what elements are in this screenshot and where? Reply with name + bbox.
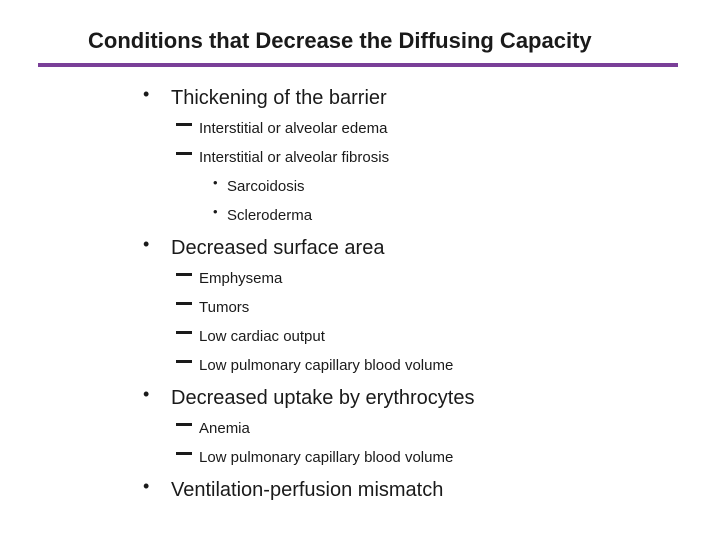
sub-bullet-label: Emphysema	[199, 270, 283, 287]
sub-bullet-fibrosis	[176, 150, 389, 165]
slide-title: Conditions that Decrease the Diffusing Capacity	[88, 28, 592, 53]
sub-sub-bullet-label: Scleroderma	[227, 207, 313, 224]
bullet-dot-icon: •	[143, 476, 150, 496]
sub-bullet-edema	[176, 121, 387, 136]
bullet-label: Decreased uptake by erythrocytes	[171, 387, 475, 409]
bullet-decreased-uptake	[143, 384, 475, 409]
dash-icon	[176, 423, 192, 426]
dash-icon	[176, 452, 192, 455]
small-dot-icon: •	[213, 175, 218, 190]
sub-bullet-label: Low cardiac output	[199, 328, 325, 345]
sub-bullet-low-capillary-volume-2	[176, 450, 453, 465]
bullet-thickening-barrier	[143, 84, 387, 109]
small-dot-icon: •	[213, 204, 218, 219]
bullet-label: Decreased surface area	[171, 237, 385, 259]
sub-sub-bullet-label: Sarcoidosis	[227, 178, 305, 195]
bullet-label: Ventilation-perfusion mismatch	[171, 479, 444, 501]
bullet-dot-icon: •	[143, 234, 150, 254]
dash-icon	[176, 273, 192, 276]
dash-icon	[176, 360, 192, 363]
sub-bullet-label: Anemia	[199, 420, 250, 437]
bullet-decreased-surface-area	[143, 234, 385, 259]
bullet-dot-icon: •	[143, 384, 150, 404]
sub-bullet-label: Low pulmonary capillary blood volume	[199, 449, 454, 466]
bullet-label: Thickening of the barrier	[171, 87, 387, 109]
sub-sub-bullet-sarcoidosis	[213, 175, 305, 195]
sub-bullet-label: Tumors	[199, 299, 250, 316]
bullet-vq-mismatch	[143, 476, 444, 501]
sub-bullet-label: Interstitial or alveolar edema	[199, 120, 388, 137]
sub-sub-bullet-scleroderma	[213, 204, 313, 224]
dash-icon	[176, 123, 192, 126]
bullet-dot-icon: •	[143, 84, 150, 104]
dash-icon	[176, 152, 192, 155]
sub-bullet-label: Low pulmonary capillary blood volume	[199, 357, 454, 374]
sub-bullet-tumors	[176, 300, 249, 315]
title-underline	[38, 63, 678, 67]
sub-bullet-label: Interstitial or alveolar fibrosis	[199, 149, 390, 166]
sub-bullet-emphysema	[176, 271, 282, 286]
sub-bullet-low-capillary-volume	[176, 358, 453, 373]
sub-bullet-low-cardiac-output	[176, 329, 325, 344]
sub-bullet-anemia	[176, 421, 250, 436]
dash-icon	[176, 331, 192, 334]
dash-icon	[176, 302, 192, 305]
